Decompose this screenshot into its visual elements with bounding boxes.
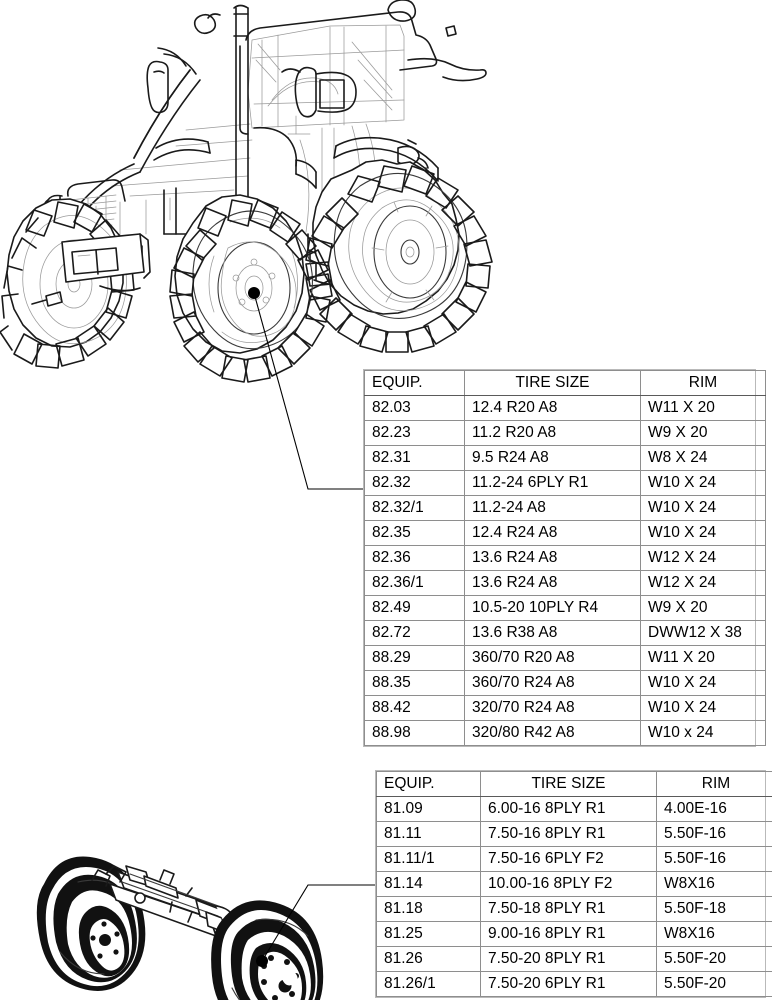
table-row[interactable]: [377, 947, 772, 972]
column-header-rim: RIM: [641, 371, 766, 396]
cell-equip: 81.11: [377, 822, 481, 847]
cell-equip: 81.14: [377, 872, 481, 897]
cell-rim: W10 X 24: [641, 496, 766, 521]
cell-tire-size: 13.6 R24 A8: [465, 546, 641, 571]
cell-tire-size: 6.00-16 8PLY R1: [481, 797, 657, 822]
cell-equip: 81.09: [377, 797, 481, 822]
cell-tire-size: 10.5-20 10PLY R4: [465, 596, 641, 621]
front-fender-left: [154, 139, 210, 160]
table-row[interactable]: [365, 446, 766, 471]
cell-equip: 82.03: [365, 396, 465, 421]
table-row[interactable]: [377, 822, 772, 847]
cell-tire-size: 13.6 R38 A8: [465, 621, 641, 646]
cell-equip: 81.18: [377, 897, 481, 922]
table-row[interactable]: [365, 396, 766, 421]
axle-hub-bolts: [261, 955, 299, 1000]
cell-equip: 82.32: [365, 471, 465, 496]
cell-equip: 82.32/1: [365, 496, 465, 521]
cell-rim: W10 X 24: [641, 671, 766, 696]
cell-tire-size: 320/70 R24 A8: [465, 696, 641, 721]
table-row[interactable]: [365, 571, 766, 596]
cell-rim: W10 X 24: [641, 521, 766, 546]
table-row[interactable]: [377, 897, 772, 922]
cell-tire-size: 13.6 R24 A8: [465, 571, 641, 596]
cell-tire-size: 7.50-16 6PLY F2: [481, 847, 657, 872]
cell-equip: 82.36/1: [365, 571, 465, 596]
cell-tire-size: 12.4 R24 A8: [465, 521, 641, 546]
column-header-tire-size: TIRE SIZE: [481, 772, 657, 797]
cell-equip: 82.35: [365, 521, 465, 546]
table-row[interactable]: [365, 596, 766, 621]
table-row[interactable]: [377, 922, 772, 947]
rear-wheel: [306, 160, 492, 352]
cell-rim: W9 X 20: [641, 421, 766, 446]
table-row[interactable]: [365, 471, 766, 496]
column-header-equip: EQUIP.: [377, 772, 481, 797]
front-tire-rim-table: [375, 770, 766, 998]
cell-rim: 5.50F-20: [657, 947, 772, 972]
cell-rim: DWW12 X 38: [641, 621, 766, 646]
cell-rim: W10 x 24: [641, 721, 766, 746]
wheel-hub-bolts: [233, 259, 275, 311]
table-row[interactable]: [365, 621, 766, 646]
front-wheel-right: [170, 195, 332, 382]
table-row[interactable]: [365, 496, 766, 521]
cell-equip: 88.98: [365, 721, 465, 746]
cell-rim: 5.50F-16: [657, 822, 772, 847]
cell-rim: W9 X 20: [641, 596, 766, 621]
front-axle-illustration: [37, 856, 323, 1000]
table-row[interactable]: [365, 521, 766, 546]
front-linkage: [32, 286, 140, 306]
axle-wheel-left: [37, 856, 146, 990]
cell-equip: 81.11/1: [377, 847, 481, 872]
cell-rim: W12 X 24: [641, 546, 766, 571]
table-row[interactable]: [365, 721, 766, 746]
rear-tire-rim-table: [363, 369, 756, 747]
cell-rim: W10 X 24: [641, 471, 766, 496]
cell-tire-size: 7.50-20 8PLY R1: [481, 947, 657, 972]
cell-equip: 81.25: [377, 922, 481, 947]
front-wheel-left: [0, 199, 134, 368]
cell-equip: 82.31: [365, 446, 465, 471]
cell-tire-size: 7.50-18 8PLY R1: [481, 897, 657, 922]
cab-interior-detail: [96, 25, 404, 262]
cell-equip: 88.29: [365, 646, 465, 671]
cell-rim: 5.50F-18: [657, 897, 772, 922]
rear-linkage: [296, 160, 316, 188]
rear-tire-table-body: [365, 396, 766, 746]
front-tire-table-body: [377, 797, 772, 997]
cell-tire-size: 7.50-20 6PLY R1: [481, 972, 657, 997]
cell-tire-size: 12.4 R20 A8: [465, 396, 641, 421]
table-header-row: [377, 772, 772, 797]
table-row[interactable]: [365, 671, 766, 696]
front-weight-bracket: [62, 234, 150, 282]
cell-rim: W10 X 24: [641, 696, 766, 721]
table-row[interactable]: [365, 696, 766, 721]
cell-tire-size: 320/80 R42 A8: [465, 721, 641, 746]
table-header-row: [365, 371, 766, 396]
cell-tire-size: 11.2-24 A8: [465, 496, 641, 521]
rear-fender: [334, 138, 438, 181]
table-row[interactable]: [365, 421, 766, 446]
cell-rim: 5.50F-20: [657, 972, 772, 997]
axle-wheel-right: [211, 900, 323, 1000]
callout-leader-front: [256, 885, 375, 967]
cell-rim: W11 X 20: [641, 646, 766, 671]
cell-equip: 82.23: [365, 421, 465, 446]
table-row[interactable]: [377, 972, 772, 997]
cell-rim: W8 X 24: [641, 446, 766, 471]
cell-tire-size: 7.50-16 8PLY R1: [481, 822, 657, 847]
cell-tire-size: 11.2 R20 A8: [465, 421, 641, 446]
cell-rim: W8X16: [657, 872, 772, 897]
cell-equip: 82.72: [365, 621, 465, 646]
cell-equip: 81.26/1: [377, 972, 481, 997]
cell-tire-size: 11.2-24 6PLY R1: [465, 471, 641, 496]
column-header-rim: RIM: [657, 772, 772, 797]
cell-equip: 82.36: [365, 546, 465, 571]
tractor-hood: [44, 70, 190, 212]
cell-tire-size: 9.5 R24 A8: [465, 446, 641, 471]
cell-tire-size: 9.00-16 8PLY R1: [481, 922, 657, 947]
tractor-illustration: [0, 0, 492, 382]
cell-tire-size: 360/70 R20 A8: [465, 646, 641, 671]
table-row[interactable]: [377, 847, 772, 872]
cell-equip: 82.49: [365, 596, 465, 621]
tractor-body-outline: [38, 0, 486, 288]
cell-tire-size: 10.00-16 8PLY F2: [481, 872, 657, 897]
table-row[interactable]: [377, 872, 772, 897]
table-row[interactable]: [377, 797, 772, 822]
cell-rim: 5.50F-16: [657, 847, 772, 872]
cell-rim: W12 X 24: [641, 571, 766, 596]
callout-leader-rear: [248, 287, 363, 489]
grille-detail: [70, 195, 116, 238]
cell-equip: 88.42: [365, 696, 465, 721]
axle-beam: [92, 866, 235, 936]
column-header-equip: EQUIP.: [365, 371, 465, 396]
cell-rim: W11 X 20: [641, 396, 766, 421]
cell-rim: 4.00E-16: [657, 797, 772, 822]
table-row[interactable]: [365, 646, 766, 671]
cell-rim: W8X16: [657, 922, 772, 947]
cell-equip: 88.35: [365, 671, 465, 696]
table-row[interactable]: [365, 546, 766, 571]
cell-tire-size: 360/70 R24 A8: [465, 671, 641, 696]
column-header-tire-size: TIRE SIZE: [465, 371, 641, 396]
cell-equip: 81.26: [377, 947, 481, 972]
